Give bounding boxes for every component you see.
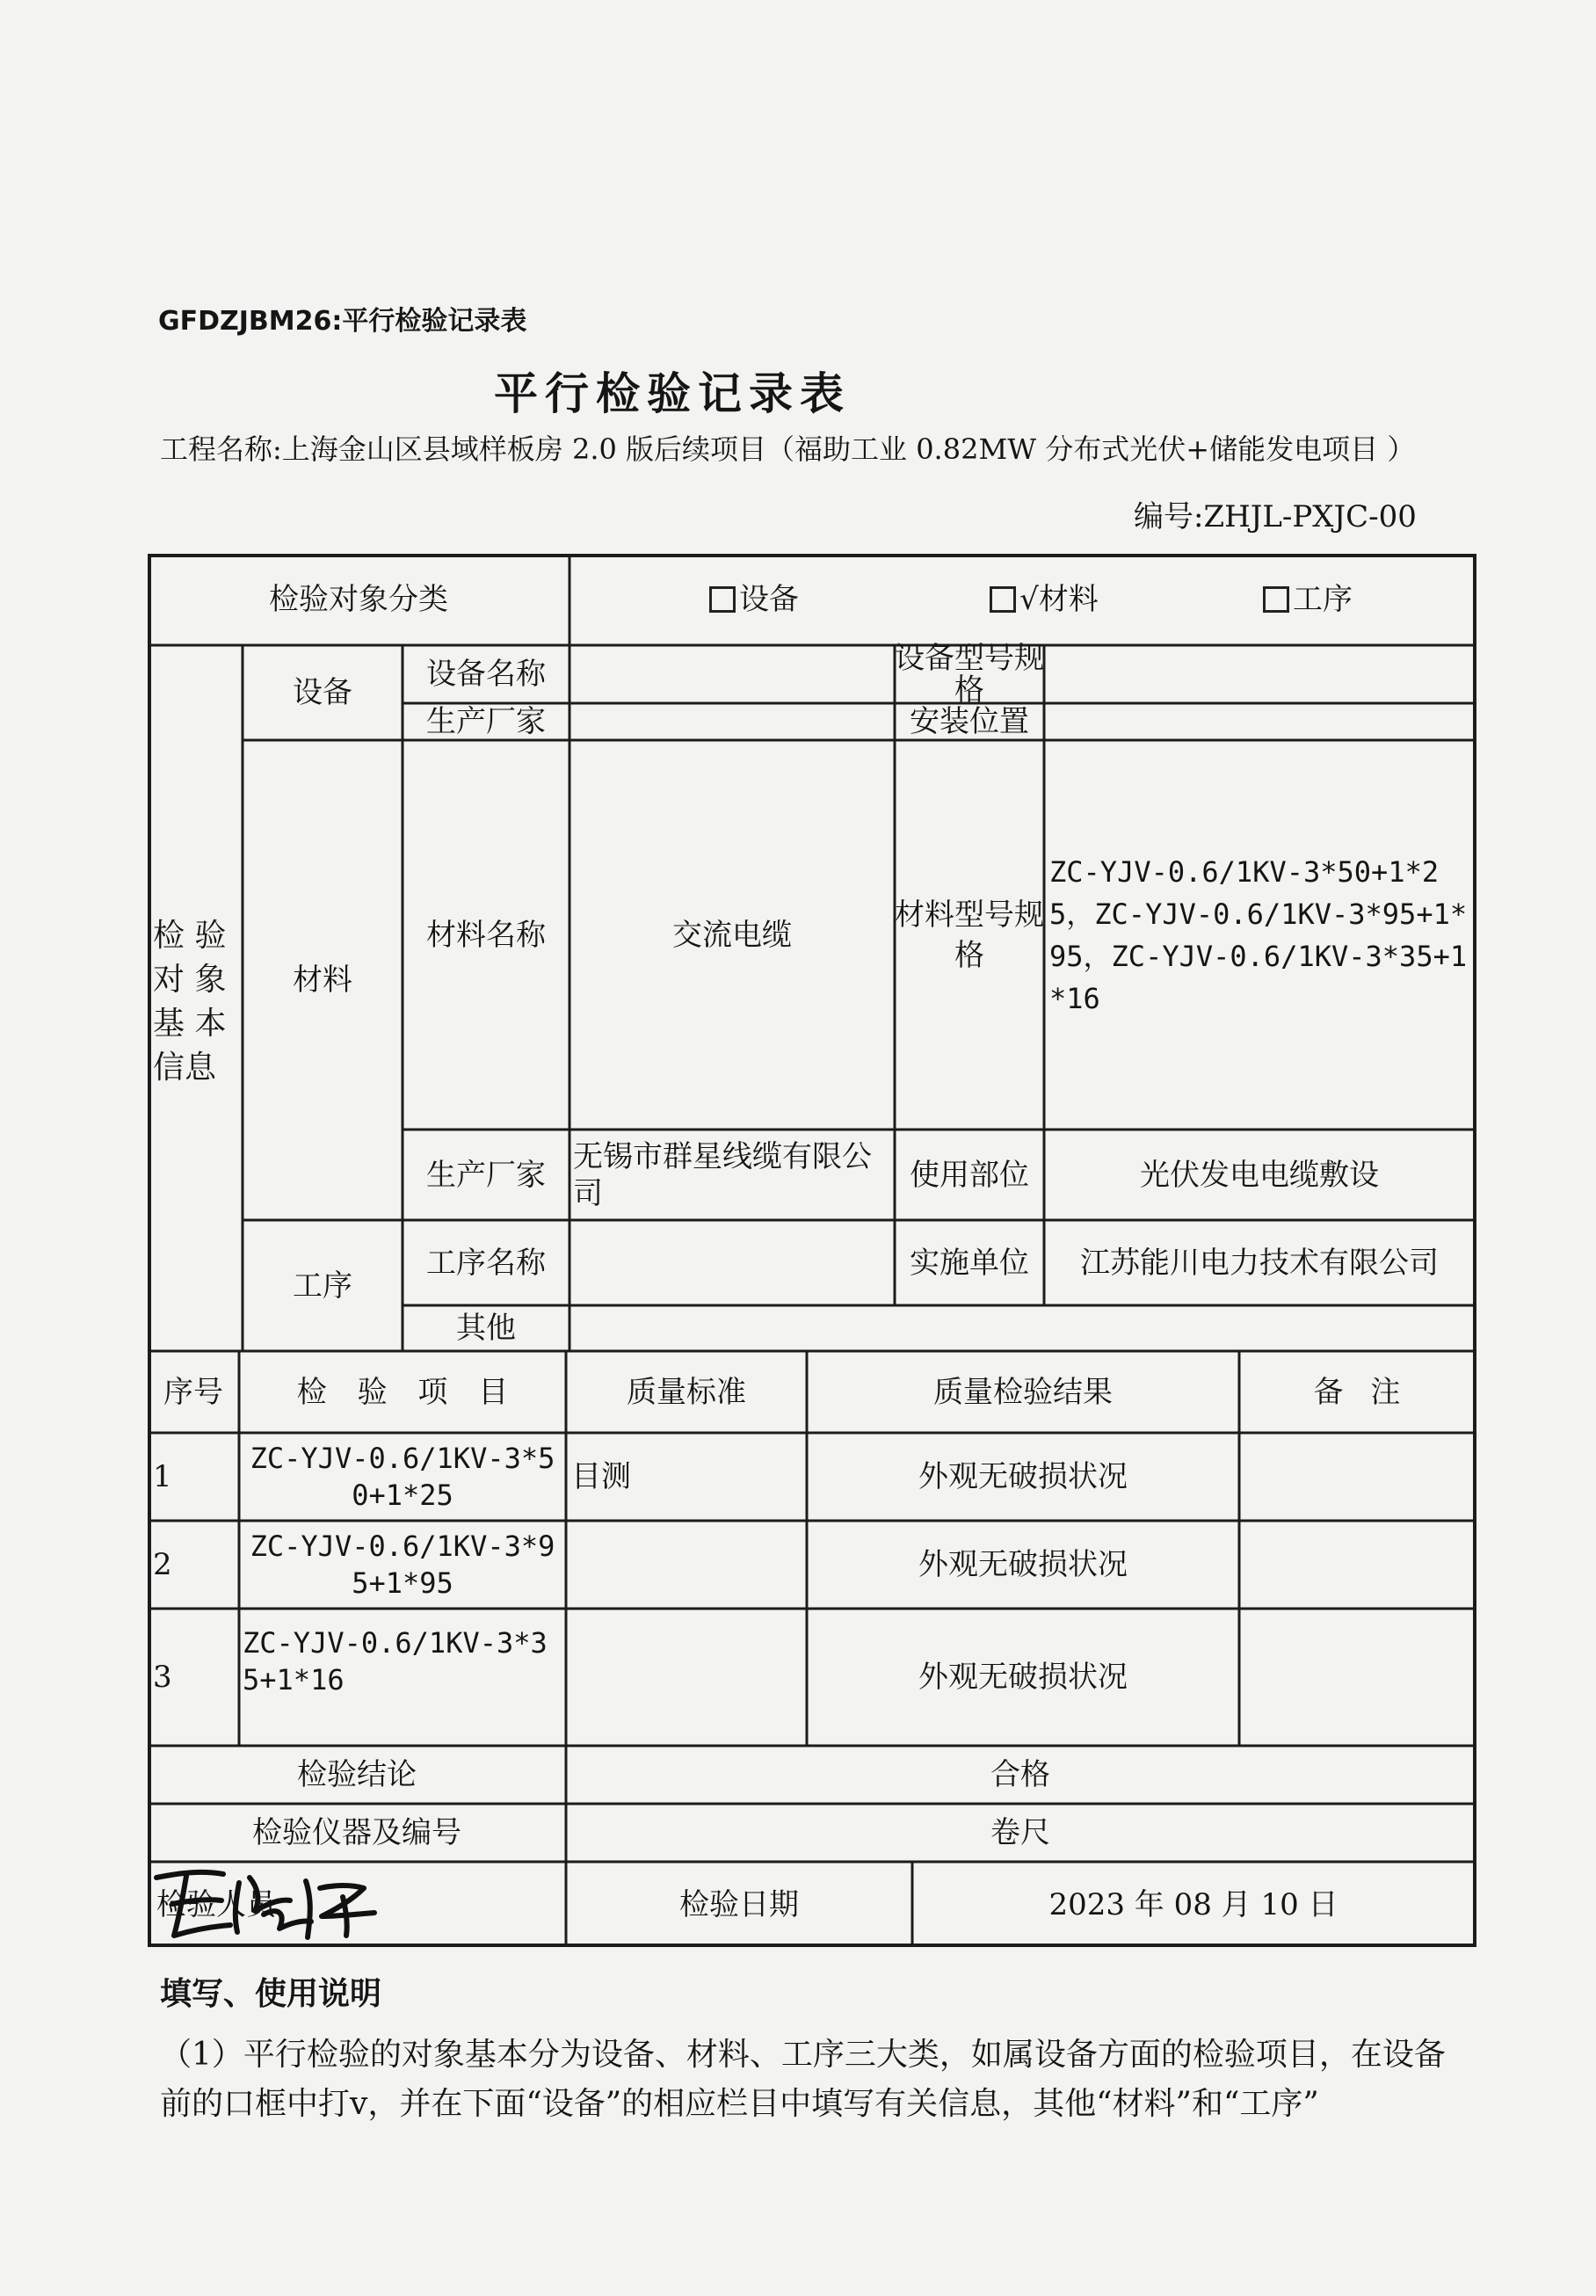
category-label: 检验对象分类 [269, 582, 448, 617]
material-group-label: 材料 [293, 963, 352, 998]
process-other-value[interactable] [569, 1305, 1475, 1351]
inspector-signature [148, 1862, 566, 1947]
row-result: 外观无破损状况 [918, 1459, 1128, 1494]
row-result: 外观无破损状况 [918, 1660, 1128, 1695]
material-usage-value: 光伏发电电缆敷设 [1140, 1157, 1379, 1193]
header-standard: 质量标准 [627, 1374, 746, 1410]
process-group-label: 工序 [293, 1268, 352, 1304]
row-no: 1 [153, 1459, 172, 1494]
notes-paragraph: （1）平行检验的对象基本分为设备、材料、工序三大类，如属设备方面的检验项目，在设备前的口框中打v，并在下面“设备”的相应栏目中填写有关信息，其他“材料”和“工序” [160, 2037, 1446, 2122]
row-standard: 目测 [571, 1459, 631, 1494]
date-label: 检验日期 [679, 1886, 799, 1922]
notes-heading: 填写、使用说明 [160, 1976, 382, 2012]
equipment-model-label: 设备型号规格 [895, 641, 1044, 708]
header-item: 检 验 项 目 [296, 1374, 509, 1410]
inspector-label: 检验人员 [156, 1886, 276, 1922]
row-remark[interactable] [1239, 1433, 1475, 1521]
page-title: 平行检验记录表 [494, 368, 851, 419]
basic-info-label: 检 验 对 象 基 本 信息 [153, 918, 227, 1086]
category-material-label: √材料 [1019, 582, 1099, 617]
process-unit-value: 江苏能川电力技术有限公司 [1080, 1245, 1439, 1281]
material-maker-label: 生产厂家 [426, 1157, 546, 1193]
record-number: 编号:ZHJL-PXJC-00 [1134, 499, 1417, 534]
equipment-name-label: 设备名称 [426, 657, 546, 692]
checkbox-icon [1263, 586, 1289, 613]
category-equipment-label: 设备 [739, 582, 799, 617]
date-value: 2023 年 08 月 10 日 [1048, 1886, 1338, 1922]
form-code: GFDZJBM26:平行检验记录表 [158, 306, 527, 337]
row-standard[interactable] [571, 1609, 805, 1746]
category-material-option[interactable] [939, 554, 1150, 645]
equipment-group-label: 设备 [293, 675, 352, 710]
process-other-label: 其他 [456, 1311, 516, 1346]
material-name-value: 交流电缆 [672, 917, 792, 953]
row-item: ZC-YJV-0.6/1KV-3*35+1*16 [243, 1626, 548, 1697]
material-usage-label: 使用部位 [910, 1157, 1029, 1193]
header-result: 质量检验结果 [933, 1374, 1113, 1410]
handwritten-signature [148, 1862, 385, 1943]
material-maker-value: 无锡市群星线缆有限公司 [573, 1138, 872, 1211]
row-standard[interactable] [571, 1521, 805, 1609]
row-item: ZC-YJV-0.6/1KV-3*95+1*95 [250, 1529, 555, 1600]
category-process-option[interactable] [1229, 554, 1387, 645]
equipment-maker-value[interactable] [569, 703, 895, 740]
row-result: 外观无破损状况 [918, 1547, 1128, 1582]
row-no: 2 [153, 1547, 172, 1582]
process-name-value[interactable] [569, 1220, 895, 1305]
row-remark[interactable] [1239, 1609, 1475, 1746]
header-no: 序号 [163, 1374, 223, 1410]
checkbox-icon [990, 586, 1016, 613]
row-remark[interactable] [1239, 1521, 1475, 1609]
equipment-location-value[interactable] [1044, 703, 1475, 740]
equipment-location-label: 安装位置 [910, 704, 1029, 739]
material-model-label: 材料型号规格 [895, 897, 1044, 973]
checkbox-icon [709, 586, 736, 613]
equipment-model-value[interactable] [1044, 645, 1475, 703]
equipment-name-value[interactable] [569, 645, 895, 703]
material-name-label: 材料名称 [426, 917, 546, 953]
row-no: 3 [153, 1660, 172, 1695]
material-model-value: ZC-YJV-0.6/1KV-3*50+1*25，ZC-YJV-0.6/1KV-3*95+1*95，ZC-YJV-0.6/1KV-3*35+1*16 [1049, 854, 1468, 1015]
row-item: ZC-YJV-0.6/1KV-3*50+1*25 [250, 1442, 555, 1512]
conclusion-label: 检验结论 [297, 1757, 417, 1792]
instrument-value: 卷尺 [990, 1815, 1050, 1850]
category-equipment-option[interactable] [675, 554, 833, 645]
equipment-maker-label: 生产厂家 [426, 704, 546, 739]
process-name-label: 工序名称 [426, 1245, 546, 1281]
conclusion-value: 合格 [990, 1757, 1050, 1792]
header-remark: 备 注 [1313, 1374, 1401, 1410]
category-process-label: 工序 [1293, 582, 1353, 617]
instrument-label: 检验仪器及编号 [252, 1815, 461, 1850]
project-name: 工程名称:上海金山区县域样板房 2.0 版后续项目（福助工业 0.82MW 分布式光伏+储能发电项目 ） [160, 432, 1416, 466]
inspection-form [148, 554, 1476, 1947]
process-unit-label: 实施单位 [910, 1245, 1029, 1281]
